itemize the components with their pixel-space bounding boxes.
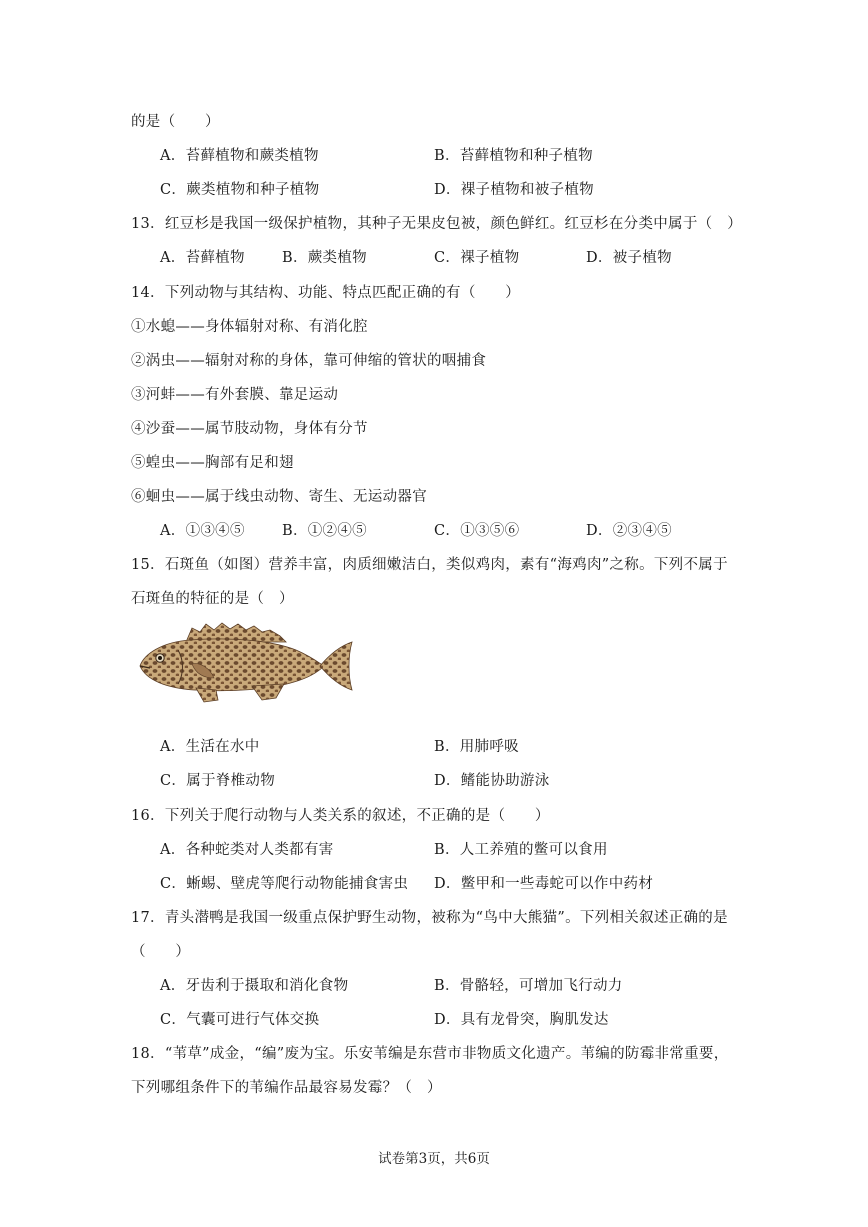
q12-option-b: B．苔藓植物和种子植物 bbox=[434, 148, 593, 164]
q14-stem: 14．下列动物与其结构、功能、特点匹配正确的有（ ） bbox=[131, 285, 521, 301]
q17-stem-line2: （ ） bbox=[131, 944, 191, 960]
q15-stem-line2: 石斑鱼的特征的是（ ） bbox=[131, 591, 294, 607]
q18-stem-line2: 下列哪组条件下的苇编作品最容易发霉？（ ） bbox=[131, 1080, 442, 1096]
q17-option-a: A．牙齿利于摄取和消化食物 bbox=[160, 978, 349, 994]
q15-option-b: B．用肺呼吸 bbox=[434, 739, 519, 755]
q15-option-d: D．鳍能协助游泳 bbox=[434, 773, 550, 789]
q16-option-b: B．人工养殖的鳖可以食用 bbox=[434, 842, 608, 858]
q14-option-c: C．①③⑤⑥ bbox=[434, 523, 520, 539]
q14-item-4: ④沙蚕——属节肢动物，身体有分节 bbox=[131, 421, 368, 437]
q16-option-d: D．鳖甲和一些毒蛇可以作中药材 bbox=[434, 876, 654, 892]
q17-stem-line1: 17．青头潜鸭是我国一级重点保护野生动物，被称为“鸟中大熊猫”。下列相关叙述正确的是 bbox=[131, 910, 728, 926]
q15-option-a: A．生活在水中 bbox=[160, 739, 260, 755]
q12-option-c: C．蕨类植物和种子植物 bbox=[160, 182, 320, 198]
q14-item-1: ①水螅——身体辐射对称、有消化腔 bbox=[131, 319, 368, 335]
q15-option-c: C．属于脊椎动物 bbox=[160, 773, 275, 789]
q16-option-a: A．各种蛇类对人类都有害 bbox=[160, 842, 334, 858]
q13-option-c: C．裸子植物 bbox=[434, 250, 520, 266]
q12-option-d: D．裸子植物和被子植物 bbox=[434, 182, 594, 198]
q18-stem-line1: 18．“苇草”成金，“编”废为宝。乐安苇编是东营市非物质文化遗产。苇编的防霉非常重要， bbox=[131, 1046, 729, 1062]
page-footer: 试卷第3页，共6页 bbox=[378, 1151, 490, 1167]
q14-option-a: A．①③④⑤ bbox=[160, 523, 245, 539]
q14-item-2: ②涡虫——辐射对称的身体，靠可伸缩的管状的咽捕食 bbox=[131, 353, 487, 369]
q17-option-b: B．骨骼轻，可增加飞行动力 bbox=[434, 978, 623, 994]
q12-option-a: A．苔藓植物和蕨类植物 bbox=[160, 148, 319, 164]
grouper-fish-image bbox=[134, 620, 356, 706]
q13-option-a: A．苔藓植物 bbox=[160, 250, 245, 266]
q14-item-6: ⑥蛔虫——属于线虫动物、寄生、无运动器官 bbox=[131, 489, 427, 505]
q14-option-b: B．①②④⑤ bbox=[282, 523, 367, 539]
q16-stem: 16．下列关于爬行动物与人类关系的叙述，不正确的是（ ） bbox=[131, 808, 550, 824]
q17-option-d: D．具有龙骨突，胸肌发达 bbox=[434, 1012, 609, 1028]
q16-option-c: C．蜥蜴、壁虎等爬行动物能捕食害虫 bbox=[160, 876, 409, 892]
q17-option-c: C．气囊可进行气体交换 bbox=[160, 1012, 320, 1028]
q13-stem: 13．红豆杉是我国一级保护植物，其种子无果皮包被，颜色鲜红。红豆杉在分类中属于（ ） bbox=[131, 216, 743, 232]
q15-stem-line1: 15．石斑鱼（如图）营养丰富，肉质细嫩洁白，类似鸡肉，素有“海鸡肉”之称。下列不属于 bbox=[131, 557, 728, 573]
q13-option-d: D．被子植物 bbox=[586, 250, 672, 266]
q14-item-5: ⑤蝗虫——胸部有足和翅 bbox=[131, 455, 294, 471]
q14-item-3: ③河蚌——有外套膜、靠足运动 bbox=[131, 387, 339, 403]
q14-option-d: D．②③④⑤ bbox=[586, 523, 672, 539]
q12-stem-tail: 的是（ ） bbox=[131, 114, 220, 130]
q13-option-b: B．蕨类植物 bbox=[282, 250, 367, 266]
